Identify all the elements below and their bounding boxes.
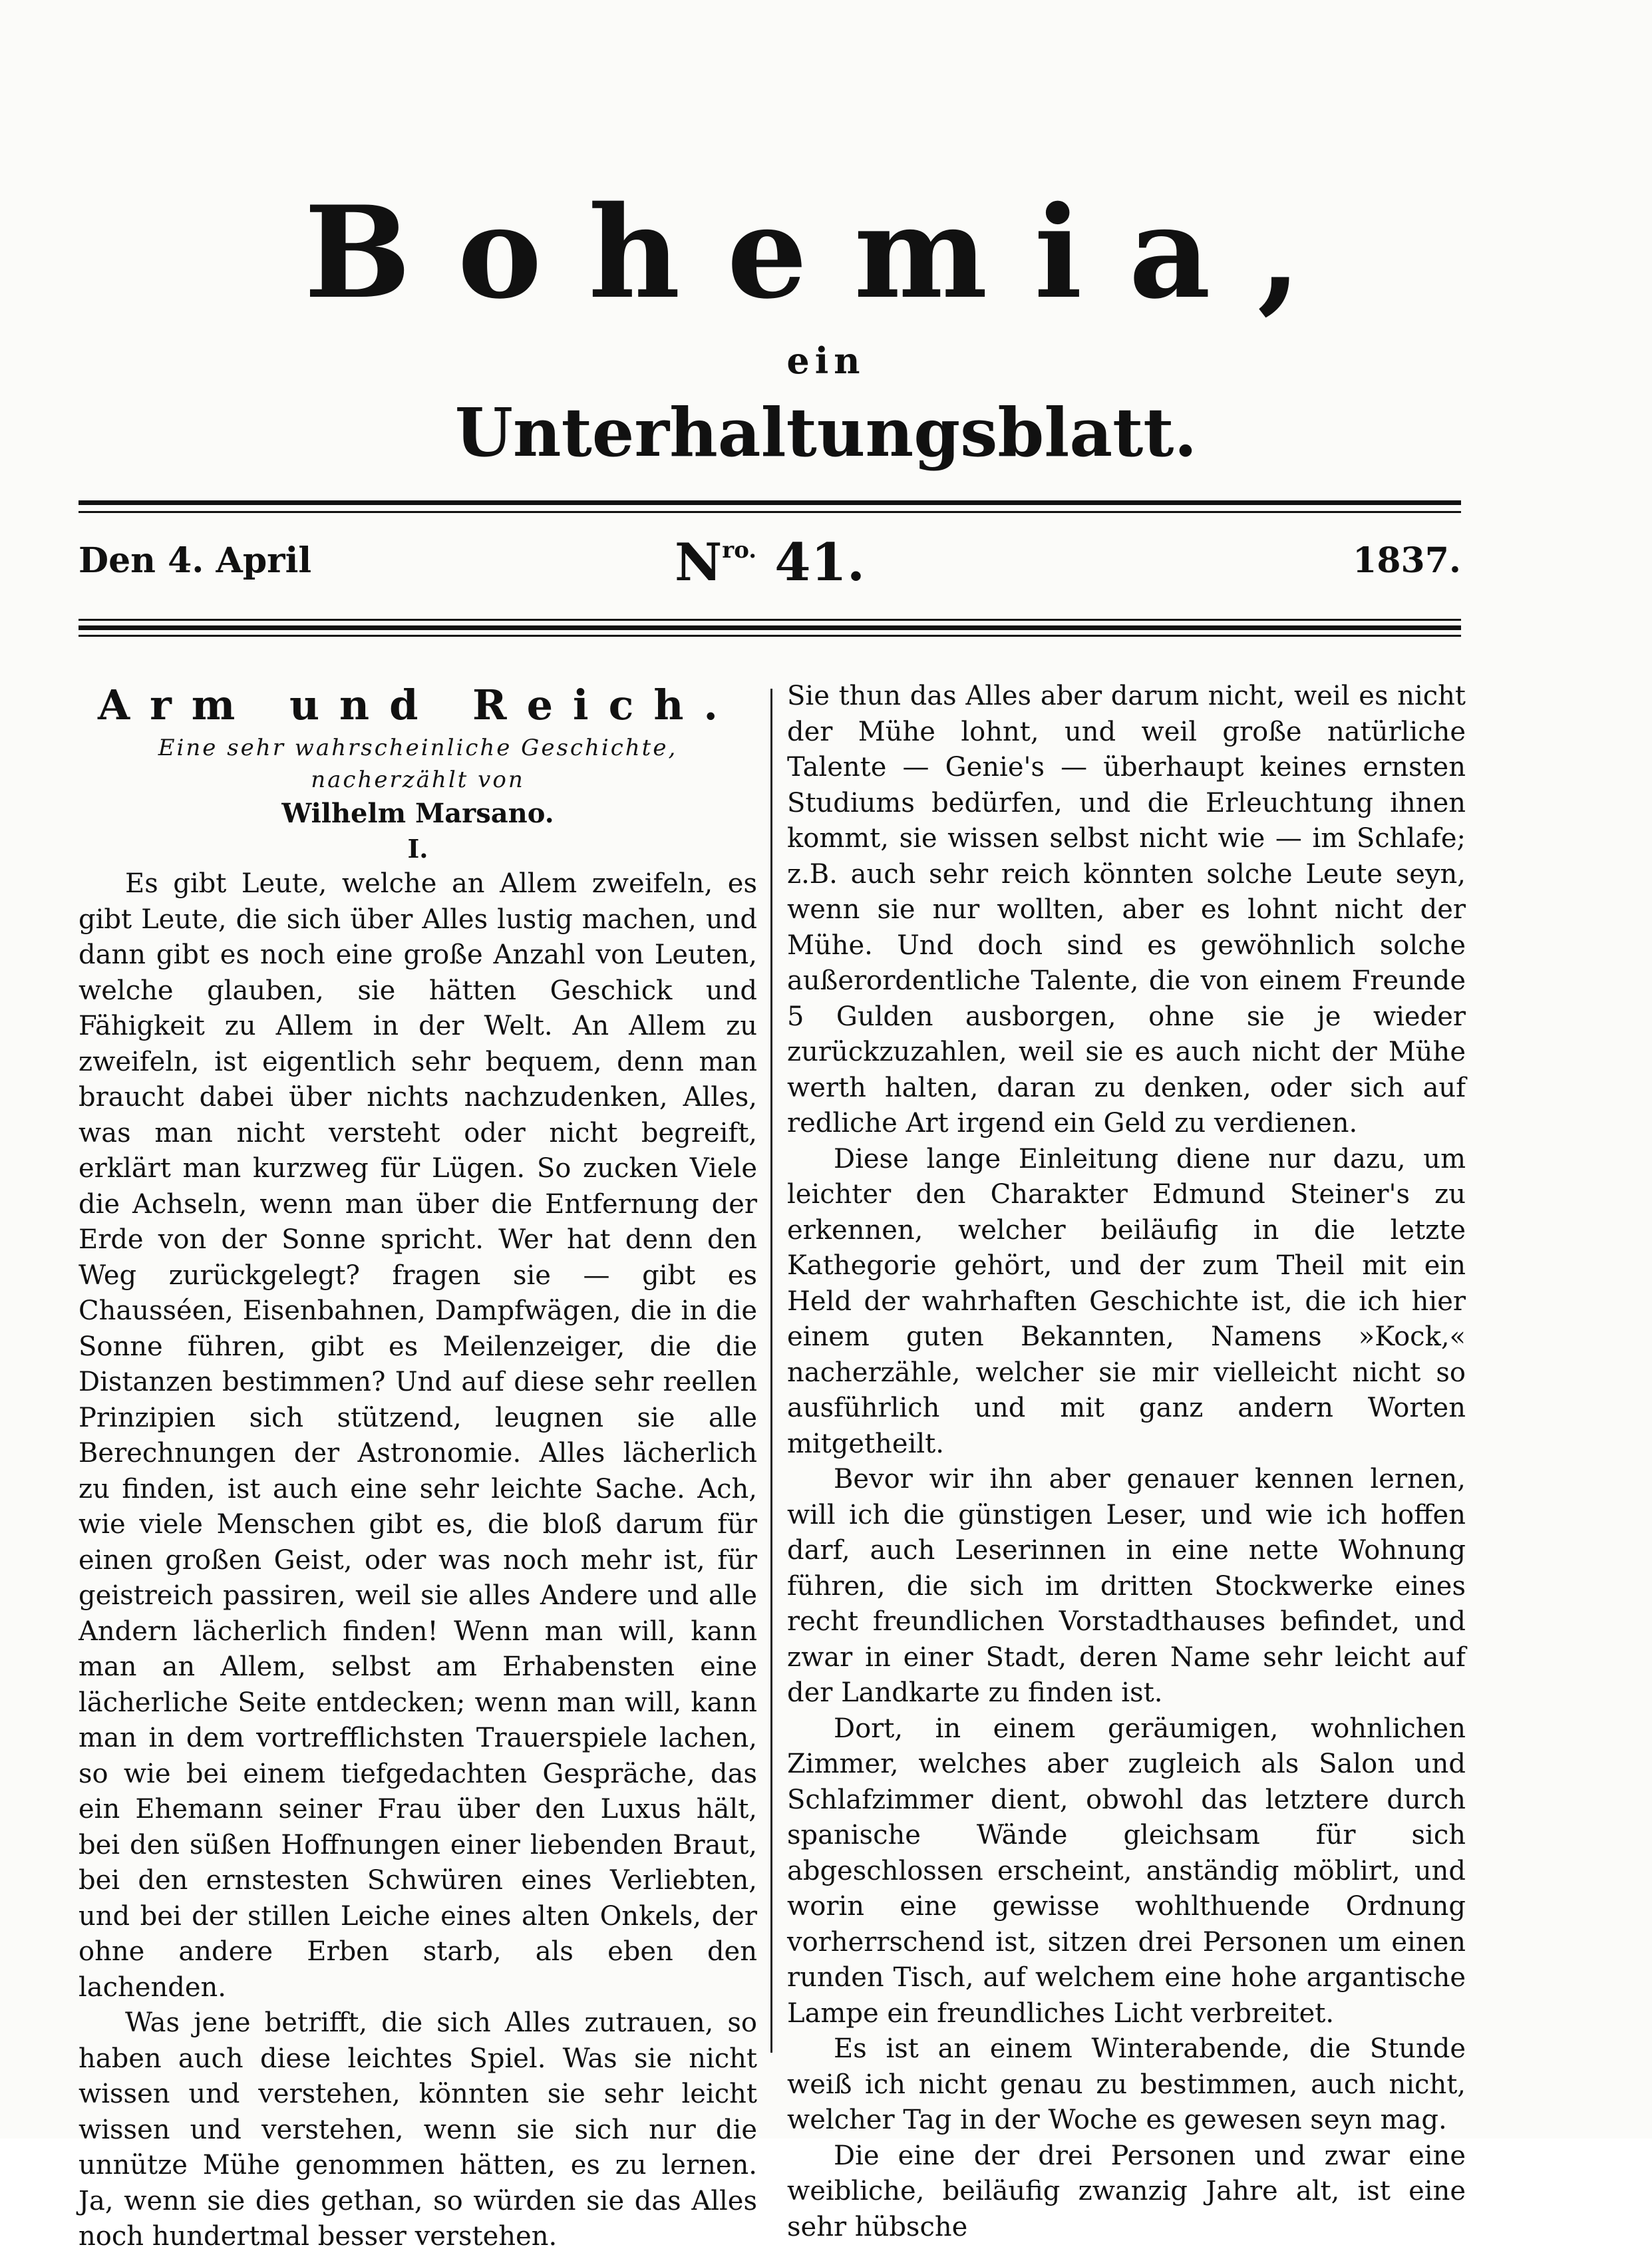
issue-number-value: 41. bbox=[774, 532, 865, 593]
article-title: Arm und Reich. bbox=[98, 681, 738, 729]
masthead-ein: ein bbox=[786, 339, 866, 382]
issue-year: 1837. bbox=[1353, 540, 1461, 581]
issue-date: Den 4. April bbox=[79, 540, 312, 581]
bottom-rule-thin bbox=[79, 619, 1461, 621]
column-divider bbox=[770, 689, 772, 2053]
issue-prefix: N bbox=[675, 532, 723, 593]
dateline bbox=[79, 532, 1461, 592]
top-rule-thin bbox=[79, 511, 1461, 513]
masthead-subtitle: Unterhaltungsblatt. bbox=[454, 393, 1198, 472]
paragraph: Diese lange Einleitung diene nur dazu, um leichter den Charakter Edmund Steiner's zu erkennen, welcher beiläufig in die letzte Kathegorie gehört, und der zum Theil mit ein Held der wahrhaften Geschichte ist, die ich hier einem guten Bekannten, Namens »Kock,« nacherzähle, welcher sie mir vielleicht nicht so ausführlich und mit ganz andern Worten mitgetheilt. bbox=[787, 1143, 1466, 1459]
paragraph: Es ist an einem Winterabende, die Stunde weiß ich nicht genau zu bestimmen, auch nicht, welcher Tag in der Woche es gewesen seyn mag. bbox=[787, 2033, 1466, 2135]
paragraph: Bevor wir ihn aber genauer kennen lernen, will ich die günstigen Leser, und wie ich hoffen darf, auch Leserinnen in eine nette Wohnung führen, die sich im dritten Stockwerke eines recht freundlichen Vorstadthauses befindet, und zwar in einer Stadt, deren Name sehr leicht auf der Landkarte zu finden ist. bbox=[787, 1464, 1466, 1708]
masthead-title: Bohemia, bbox=[304, 178, 1348, 327]
article-author: Wilhelm Marsano. bbox=[281, 798, 554, 829]
paragraph: Es gibt Leute, welche an Allem zweifeln, es gibt Leute, die sich über Alles lustig machen, und dann gibt es noch eine große Anzahl von Leuten, welche glauben, sie hätten Geschick und Fähigkeit zu Allem in der Welt. An Allem zu zweifeln, ist eigentlich sehr bequem, denn man braucht dabei über nichts nachzudenken, Alles, was man nicht versteht oder nicht begreift, erklärt man kurzweg für Lügen. So zucken Viele die Achseln, wenn man über die Entfernung der Erde von der Sonne spricht. Wer hat denn den Weg zurückgelegt? fragen sie — gibt es Chausséen, Eisenbahnen, Dampfwägen, die in die Sonne führen, gibt es Meilenzeiger, die die Distanzen bestimmen? Und auf diese sehr reellen Prinzipien sich stützend, leugnen sie alle Berechnungen der Astronomie. Alles lächerlich zu finden, ist auch eine sehr leichte Sache. Ach, wie viele Menschen gibt es, die bloß darum für einen großen Geist, oder was noch mehr ist, für geistreich passiren, weil sie alles Andere und alle Andern lächerlich finden! Wenn man will, kann man an Allem, selbst am Erhabensten eine lächerliche Seite entdecken; wenn man will, kann man in dem vortrefflichsten Trauerspiele lachen, so wie bei einem tiefgedachten Gespräche, das ein Ehemann seiner Frau über den Luxus hält, bei den süßen Hoffnungen einer liebenden Braut, bei den ernstesten Schwüren eines Verliebten, und bei der stillen Leiche eines alten Onkels, der ohne andere Erben starb, als eben den lachenden. bbox=[79, 868, 757, 2003]
issue-sup: ro. bbox=[722, 537, 757, 564]
right-column bbox=[787, 679, 1466, 2245]
paragraph-continuation: Sie thun das Alles aber darum nicht, weil es nicht der Mühe lohnt, und weil große natürliche Talente — Genie's — überhaupt keines ernsten Studiums bedürfen, und die Erleuchtung ihnen kommt, sie wissen selbst nicht wie — im Schlafe; z.B. auch sehr reich könnten solche Leute seyn, wenn sie nur wollten, aber es lohnt nicht der Mühe. Und doch sind es gewöhnlich solche außerordentliche Talente, die von einem Freunde 5 Gulden ausborgen, ohne sie je wieder zurückzuzahlen, weil sie es auch nicht der Mühe werth halten, daran zu denken, oder sich auf redliche Art irgend ein Geld zu verdienen. bbox=[787, 681, 1466, 1138]
issue-number bbox=[79, 532, 1461, 593]
article-subtitle: Eine sehr wahrscheinliche Geschichte, nacherzählt von bbox=[158, 735, 678, 793]
left-column bbox=[79, 679, 757, 2255]
paragraph: Was jene betrifft, die sich Alles zutrauen, so haben auch diese leichtes Spiel. Was sie nicht wissen und verstehen, könnten sie sehr leicht wissen und verstehen, wenn sie sich nur die unnütze Mühe genommen hätten, es zu lernen. Ja, wenn sie dies gethan, so würden sie das Alles noch hundertmal besser verstehen. bbox=[79, 2007, 757, 2252]
section-number: I. bbox=[407, 834, 428, 864]
paragraph: Die eine der drei Personen und zwar eine weibliche, beiläufig zwanzig Jahre alt, ist eine sehr hübsche bbox=[787, 2140, 1466, 2242]
bottom-rule-thick bbox=[79, 625, 1461, 630]
top-rule-thick bbox=[79, 500, 1461, 505]
bottom-rule-thin-2 bbox=[79, 635, 1461, 637]
paragraph: Dort, in einem geräumigen, wohnlichen Zimmer, welches aber zugleich als Salon und Schlafzimmer dient, obwohl das letztere durch spanische Wände gleichsam für sich abgeschlossen erscheint, anständig möblirt, und worin eine gewisse wohlthuende Ordnung vorherrschend ist, sitzen drei Personen um einen runden Tisch, auf welchem eine hohe argantische Lampe ein freundliches Licht verbreitet. bbox=[787, 1713, 1466, 2029]
